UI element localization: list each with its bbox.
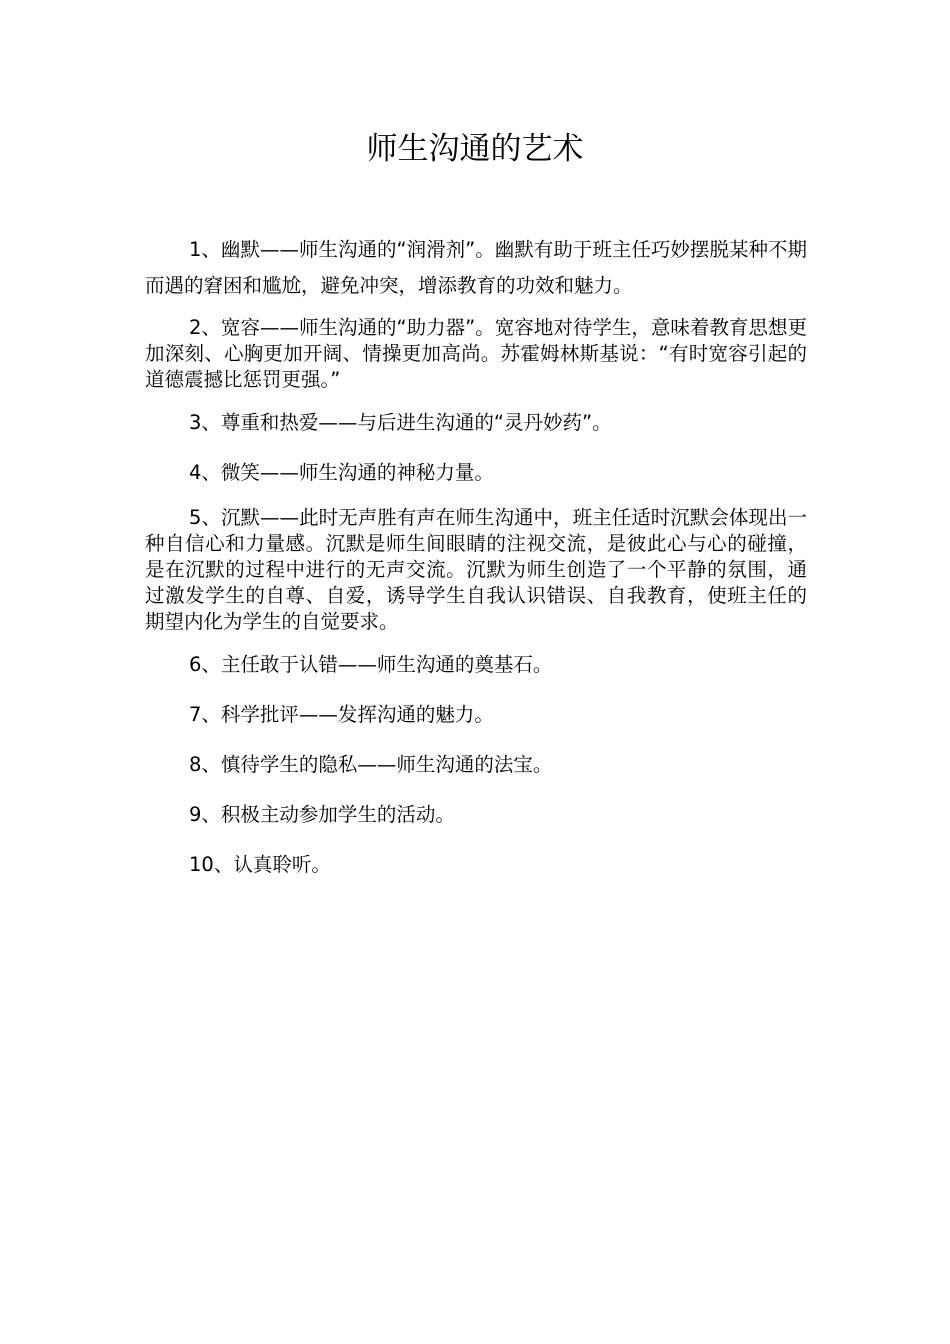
document-title: 师生沟通的艺术 xyxy=(366,131,584,167)
paragraph-8: 8、慎待学生的隐私——师生沟通的法宝。 xyxy=(189,753,553,776)
paragraph-3: 3、尊重和热爱——与后进生沟通的“灵丹妙药”。 xyxy=(189,411,612,434)
paragraph-7: 7、科学批评——发挥沟通的魅力。 xyxy=(189,703,494,726)
paragraph-6: 6、主任敢于认错——师生沟通的奠基石。 xyxy=(189,653,553,676)
paragraph-2: 2、宽容——师生沟通的“助力器”。宽容地对待学生，意味着教育思想更加深刻、心胸更加开阔、情操更加高尚。苏霍姆林斯基说：“有时宽容引起的道德震撼比惩罚更强。” xyxy=(145,316,807,391)
paragraph-1: 1、幽默——师生沟通的“润滑剂”。幽默有助于班主任巧妙摆脱某种不期而遇的窘困和尴尬，避免冲突，增添教育的功效和魅力。 xyxy=(145,238,807,297)
document-body xyxy=(145,232,807,883)
paragraph-5: 5、沉默——此时无声胜有声在师生沟通中，班主任适时沉默会体现出一种自信心和力量感。沉默是师生间眼睛的注视交流，是彼此心与心的碰撞，是在沉默的过程中进行的无声交流。沉默为师生创造了一个平静的氛围，通过激发学生的自尊、自爱，诱导学生自我认识错误、自我教育，使班主任的期望内化为学生的自觉要求。 xyxy=(145,506,807,633)
paragraph-4: 4、微笑——师生沟通的神秘力量。 xyxy=(189,461,494,484)
paragraph-9: 9、积极主动参加学生的活动。 xyxy=(189,803,455,826)
paragraph-10: 10、认真聆听。 xyxy=(189,853,331,876)
